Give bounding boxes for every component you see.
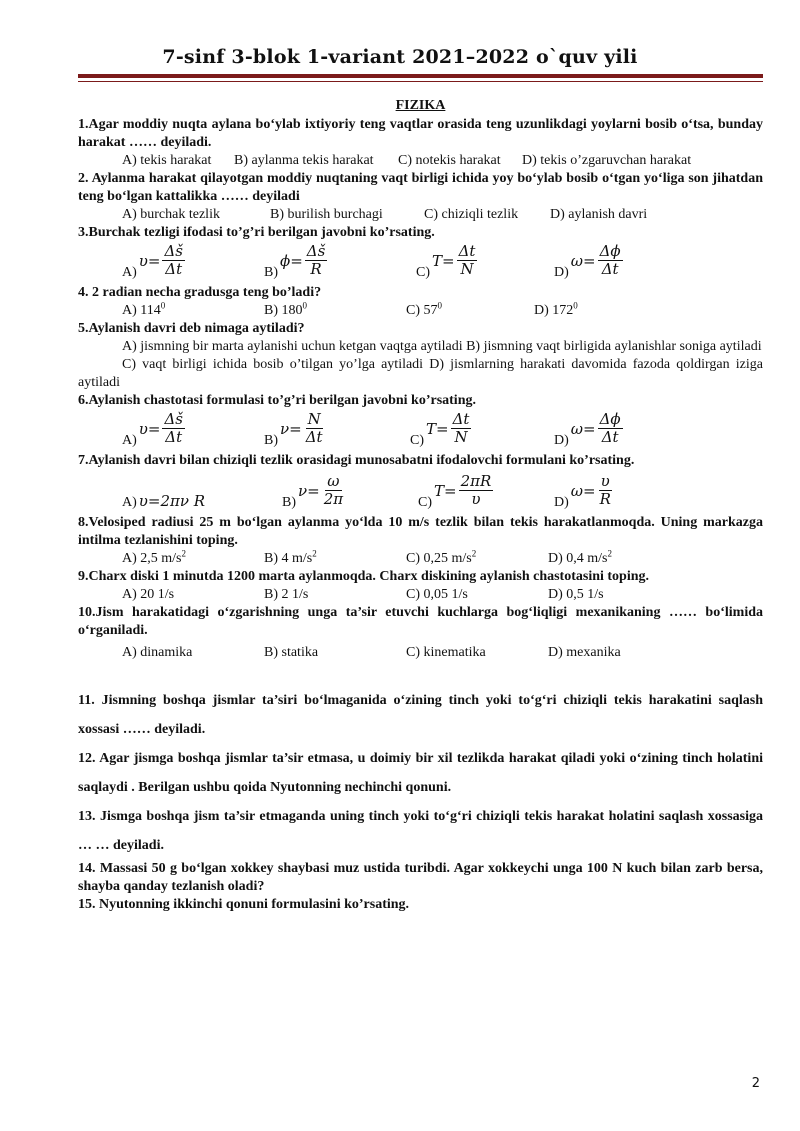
- option-b: B) ν= $\frac{\omega}{2\pi}$: [282, 472, 344, 510]
- option-d: D) 0,4 $m/s^2$: [548, 548, 612, 566]
- question-5-options-ab: A) jismning bir marta aylanishi uchun ketgan vaqtga aytiladi B) jismning vaqt birligida aylanishlar soniga aytiladi: [122, 339, 762, 354]
- option-b: B) 4 $m/s^2$: [264, 548, 317, 566]
- question-2-options: [78, 206, 763, 224]
- option-a: A) tekis harakat: [122, 153, 212, 168]
- question-12: 12. Agar jismga boshqa jismlar ta’sir etmasa, u doimiy bir xil tezlikda harakat qiladi yoki o‘zining tinch holatini saqlaydi . Berilgan ushbu qoida Nyutonning nechinchi qonuni.: [78, 751, 763, 795]
- question-13: 13. Jismga boshqa jism ta’sir etmaganda uning tinch yoki to‘g‘ri chiziqli tekis harakat holatini saqlash xossasiga … … deyiladi.: [78, 809, 763, 853]
- question-4: 4. 2 radian necha gradusga teng bo’ladi?: [78, 285, 322, 300]
- question-2: 2. Aylanma harakat qilayotgan moddiy nuqtaning vaqt birligi ichida yoy bo‘ylab bosib o‘tgan yo‘liga son jihatdan teng bo‘lgan kattalikka …… deyiladi: [78, 171, 763, 204]
- option-a: A) burchak tezlik: [122, 207, 220, 222]
- option-d: D) $172^0$: [534, 300, 578, 318]
- option-a: A) 20 1/s: [122, 587, 175, 602]
- question-4-options: [78, 302, 763, 320]
- option-b: B) statika: [264, 645, 319, 660]
- question-8: 8.Velosiped radiusi 25 m bo‘lgan aylanma yo‘lda 10 m/s tezlik bilan tekis harakatlanmoqda. Uning markazga intilma tezlanishini toping.: [78, 515, 763, 548]
- option-c: C) T= $\frac{2\pi R}{\upsilon}$: [418, 472, 492, 510]
- option-b: B) ν= $\frac{N}{\Delta t}$: [264, 410, 323, 448]
- option-a: A) υ=2πν R: [122, 492, 206, 510]
- option-c: C) kinematika: [406, 645, 486, 660]
- question-8-options: [78, 550, 763, 568]
- option-b: B) $180^0$: [264, 300, 307, 318]
- question-10-options: [78, 644, 763, 662]
- option-c: C) notekis harakat: [398, 153, 501, 168]
- question-9: 9.Charx diski 1 minutda 1200 marta aylanmoqda. Charx diskining aylanish chastotasini toping.: [78, 569, 650, 584]
- option-c: C) T= $\frac{\Delta t}{N}$: [416, 242, 476, 280]
- question-5-options-cd: C) vaqt birligi ichida bosib o’tilgan yo’lga aytiladi D) jismlarning harakati davomida fazoda qoldirgan iziga aytiladi: [78, 357, 763, 390]
- question-3-formulas: [78, 242, 763, 282]
- title-divider-thick: [78, 74, 763, 78]
- option-a: A) 2,5 $m/s^2$: [122, 548, 186, 566]
- question-6-formulas: [78, 410, 763, 450]
- question-9-options: [78, 586, 763, 604]
- option-c: C) T= $\frac{\Delta t}{N}$: [410, 410, 470, 448]
- option-b: B) aylanma tekis harakat: [234, 153, 374, 168]
- option-b: B) 2 1/s: [264, 587, 309, 602]
- option-c: C) 0,05 1/s: [406, 587, 468, 602]
- title-divider-thin: [78, 81, 763, 82]
- option-d: D) ω= $\frac{\upsilon}{R}$: [554, 472, 611, 510]
- option-b: B) ϕ= $\frac{\Delta š}{R}$: [264, 242, 326, 280]
- option-a: A) υ= $\frac{\Delta š}{\Delta t}$: [122, 242, 183, 280]
- option-d: D) ω= $\frac{\Delta\phi}{\Delta t}$: [554, 242, 621, 280]
- option-d: D) mexanika: [548, 645, 621, 660]
- question-10: 10.Jism harakatidagi o‘zgarishning unga ta’sir etuvchi kuchlarga bog‘liqligi mexanikaning …… bo‘limida o‘rganiladi.: [78, 605, 763, 638]
- option-d: D) tekis o’zgaruvchan harakat: [522, 153, 692, 168]
- question-14: 14. Massasi 50 g bo‘lgan xokkey shaybasi muz ustida turibdi. Agar xokkeychi unga 100 N kuch bilan zarb bersa, shayba qanday tezlanish oladi?: [78, 861, 763, 894]
- test-content: [78, 97, 763, 914]
- option-d: D) ω= $\frac{\Delta\phi}{\Delta t}$: [554, 410, 621, 448]
- option-a: A) $114^0$: [122, 300, 166, 318]
- option-a: A) dinamika: [122, 645, 193, 660]
- option-c: C) 0,25 $m/s^2$: [406, 548, 477, 566]
- question-11: 11. Jismning boshqa jismlar ta’siri bo‘lmaganida o‘zining tinch yoki to‘g‘ri chiziqli tekis harakatini saqlash xossasi …… deyiladi.: [78, 693, 763, 737]
- question-1-options: [78, 152, 763, 170]
- page-number: 2: [751, 1076, 760, 1091]
- question-15: 15. Nyutonning ikkinchi qonuni formulasini ko’rsating.: [78, 897, 410, 912]
- question-7-formulas: [78, 470, 763, 512]
- subject-heading: FIZIKA: [395, 98, 446, 113]
- question-6: 6.Aylanish chastotasi formulasi to’g’ri berilgan javobni ko’rsating.: [78, 393, 476, 408]
- option-d: D) 0,5 1/s: [548, 587, 604, 602]
- option-a: A) υ= $\frac{\Delta š}{\Delta t}$: [122, 410, 183, 448]
- option-d: D) aylanish davri: [550, 207, 648, 222]
- option-c: C) chiziqli tezlik: [424, 207, 519, 222]
- question-7: 7.Aylanish davri bilan chiziqli tezlik orasidagi munosabatni ifodalovchi formulani ko’rsating.: [78, 453, 635, 468]
- question-5: 5.Aylanish davri deb nimaga aytiladi?: [78, 321, 305, 336]
- option-b: B) burilish burchagi: [270, 207, 383, 222]
- question-1: 1.Agar moddiy nuqta aylana bo‘ylab ixtiyoriy teng vaqtlar orasida teng uzunlikdagi yoylarni bosib o‘tsa, bunday harakat …… deyiladi.: [78, 117, 763, 150]
- document-title: 7-sinf 3-blok 1-variant 2021–2022 o`quv yili: [162, 46, 638, 68]
- option-c: C) $57^0$: [406, 300, 442, 318]
- question-3: 3.Burchak tezligi ifodasi to’g’ri berilgan javobni ko’rsating.: [78, 225, 435, 240]
